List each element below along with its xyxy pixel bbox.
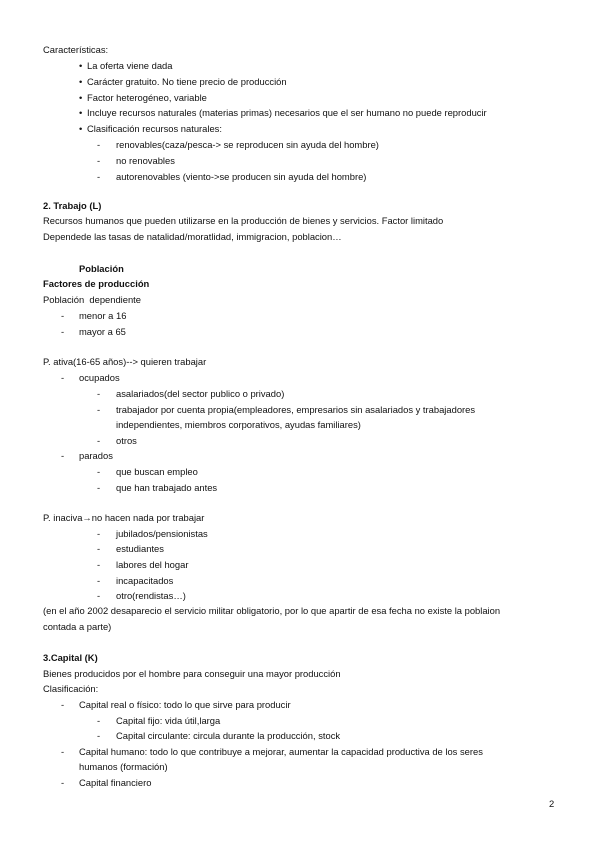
dash-marker: -	[97, 575, 101, 586]
list-item-continuation: humanos (formación)	[79, 761, 168, 772]
trabajo-heading: 2. Trabajo (L)	[43, 200, 102, 211]
dash-marker: -	[61, 746, 65, 757]
list-item: La oferta viene dada	[87, 60, 173, 71]
list-item: Capital financiero	[79, 777, 152, 788]
factores-heading: Factores de producción	[43, 278, 150, 289]
list-item: asalariados(del sector publico o privado)	[116, 388, 285, 399]
dash-marker: -	[61, 450, 65, 461]
list-item: ocupados	[79, 372, 120, 383]
dash-marker: -	[97, 528, 101, 539]
paragraph-line: Bienes producidos por el hombre para conseguir una mayor producción	[43, 668, 341, 679]
dash-marker: -	[97, 482, 101, 493]
list-item: estudiantes	[116, 543, 164, 554]
list-item: Capital fijo: vida útil,larga	[116, 715, 221, 726]
dash-marker: -	[97, 559, 101, 570]
clasificacion-label: Clasificación:	[43, 683, 99, 694]
dash-marker: -	[97, 543, 101, 554]
poblacion-heading: Población	[79, 263, 124, 274]
list-item: autorenovables (viento->se producen sin ayuda del hombre)	[116, 171, 367, 182]
list-item: trabajador por cuenta propia(empleadores, empresarios sin asalariados y trabajadores	[116, 404, 476, 415]
dash-marker: -	[61, 372, 65, 383]
list-item: no renovables	[116, 155, 175, 166]
list-item: Capital real o físico: todo lo que sirve para producir	[79, 699, 291, 710]
dash-marker: -	[97, 435, 101, 446]
list-item: otros	[116, 435, 137, 446]
list-item: mayor a 65	[79, 326, 126, 337]
list-item: renovables(caza/pesca-> se reproducen sin ayuda del hombre)	[116, 139, 379, 150]
list-item: Factor heterogéneo, variable	[87, 92, 207, 103]
capital-heading: 3.Capital (K)	[43, 652, 98, 663]
dash-marker: -	[61, 699, 65, 710]
list-item: parados	[79, 450, 113, 461]
bullet: •	[79, 123, 83, 134]
list-item: que buscan empleo	[116, 466, 198, 477]
bullet: •	[79, 107, 83, 118]
dash-marker: -	[97, 404, 101, 415]
page-number: 2	[549, 798, 555, 809]
list-item: incapacitados	[116, 575, 174, 586]
list-item: otro(rendistas…)	[116, 590, 186, 601]
dependiente-label: Población dependiente	[43, 294, 141, 305]
list-item: Clasificación recursos naturales:	[87, 123, 222, 134]
list-item: Capital circulante: circula durante la producción, stock	[116, 730, 341, 741]
list-item: que han trabajado antes	[116, 482, 218, 493]
activa-label: P. ativa(16-65 años)--> quieren trabajar	[43, 356, 207, 367]
dash-marker: -	[61, 310, 65, 321]
list-item-continuation: independientes, miembros corporativos, ayudas familiares)	[116, 419, 361, 430]
dash-marker: -	[97, 388, 101, 399]
dash-marker: -	[61, 777, 65, 788]
note-line: contada a parte)	[43, 621, 112, 632]
list-item: menor a 16	[79, 310, 127, 321]
dash-marker: -	[97, 155, 101, 166]
bullet: •	[79, 76, 83, 87]
inactiva-label: P. inaciva→no hacen nada por trabajar	[43, 512, 205, 523]
list-item: labores del hogar	[116, 559, 189, 570]
paragraph-line: Recursos humanos que pueden utilizarse en la producción de bienes y servicios. Factor limitado	[43, 215, 444, 226]
dash-marker: -	[97, 171, 101, 182]
bullet: •	[79, 60, 83, 71]
bullet: •	[79, 92, 83, 103]
dash-marker: -	[97, 466, 101, 477]
dash-marker: -	[61, 326, 65, 337]
note-line: (en el año 2002 desaparecio el servicio militar obligatorio, por lo que apartir de esa fecha no existe la poblaion	[43, 605, 501, 616]
dash-marker: -	[97, 715, 101, 726]
paragraph-line: Dependede las tasas de natalidad/moratlidad, immigracion, poblacion…	[43, 231, 342, 242]
list-item: Capital humano: todo lo que contribuye a mejorar, aumentar la capacidad productiva de los seres	[79, 746, 483, 757]
dash-marker: -	[97, 590, 101, 601]
dash-marker: -	[97, 730, 101, 741]
list-item: Incluye recursos naturales (materias primas) necesarios que el ser humano no puede reproducir	[87, 107, 487, 118]
list-item: Carácter gratuito. No tiene precio de producción	[87, 76, 287, 87]
list-item: jubilados/pensionistas	[116, 528, 208, 539]
dash-marker: -	[97, 139, 101, 150]
caracteristicas-heading: Características:	[43, 44, 109, 55]
